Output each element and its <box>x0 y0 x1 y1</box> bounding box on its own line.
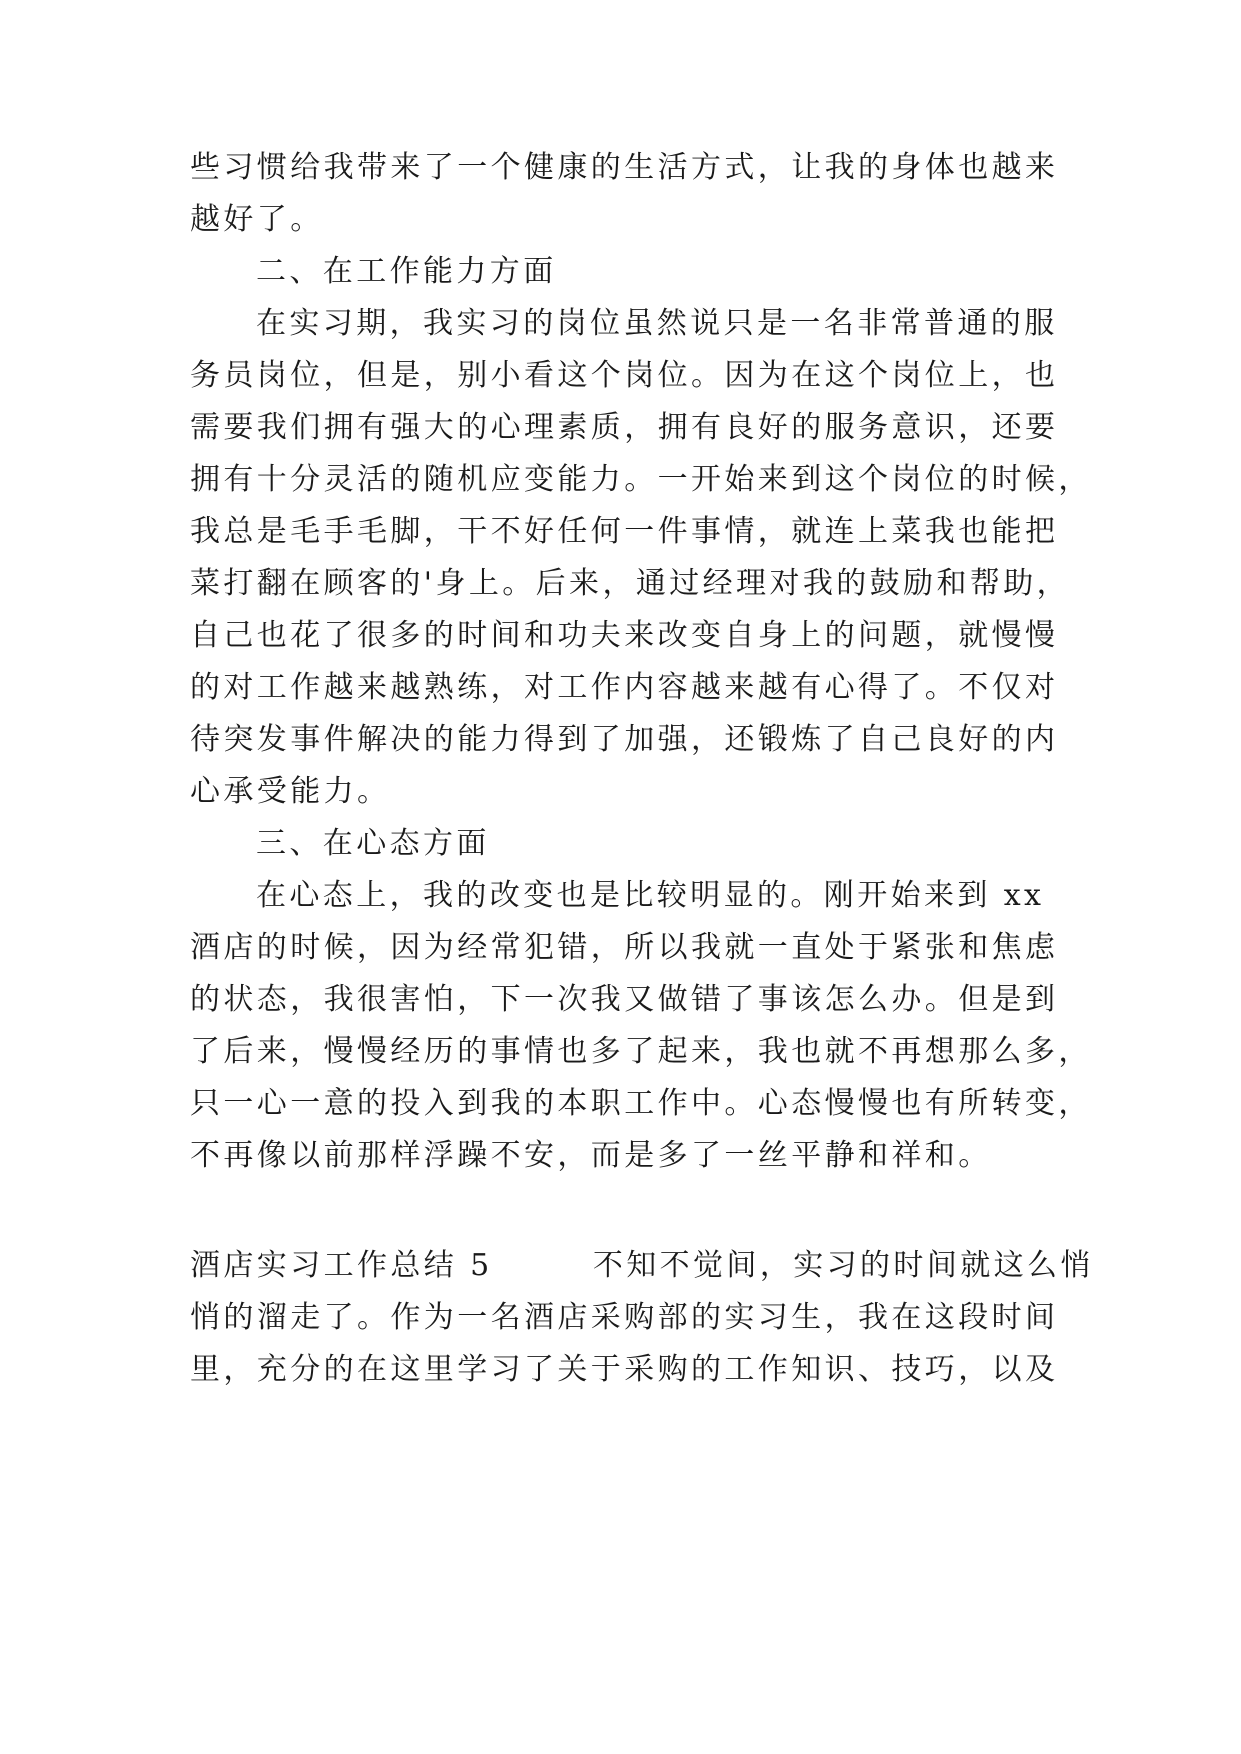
body-text-line: 我总是毛手毛脚，干不好任何一件事情，就连上菜我也能把 <box>190 514 1059 549</box>
section-heading: 三、在心态方面 <box>256 826 490 861</box>
body-text-line: 需要我们拥有强大的心理素质，拥有良好的服务意识，还要 <box>190 410 1059 445</box>
body-text-line: 只一心一意的投入到我的本职工作中。心态慢慢也有所转变， <box>190 1086 1092 1121</box>
body-text-line: 菜打翻在顾客的'身上。后来，通过经理对我的鼓励和帮助， <box>190 566 1071 601</box>
body-text-line: 越好了。 <box>190 202 324 237</box>
body-text-line: 酒店的时候，因为经常犯错，所以我就一直处于紧张和焦虑 <box>190 930 1059 965</box>
body-text-line: 自己也花了很多的时间和功夫来改变自身上的问题，就慢慢 <box>190 618 1059 653</box>
body-text-line: 的对工作越来越熟练，对工作内容越来越有心得了。不仅对 <box>190 670 1059 705</box>
body-text-line: 待突发事件解决的能力得到了加强，还锻炼了自己良好的内 <box>190 722 1059 757</box>
body-text-line: 务员岗位，但是，别小看这个岗位。因为在这个岗位上，也 <box>190 358 1059 393</box>
body-text-line: 在心态上，我的改变也是比较明显的。刚开始来到 xx <box>256 878 1045 913</box>
body-text-line: 的状态，我很害怕，下一次我又做错了事该怎么办。但是到 <box>190 982 1059 1017</box>
body-text-line: 不再像以前那样浮躁不安，而是多了一丝平静和祥和。 <box>190 1138 992 1173</box>
body-text-line: 了后来，慢慢经历的事情也多了起来，我也就不再想那么多， <box>190 1034 1092 1069</box>
body-text-line: 拥有十分灵活的随机应变能力。一开始来到这个岗位的时候， <box>190 462 1092 497</box>
section-heading: 二、在工作能力方面 <box>256 254 557 289</box>
body-text-line: 些习惯给我带来了一个健康的生活方式，让我的身体也越来 <box>190 150 1059 185</box>
body-text-line: 里，充分的在这里学习了关于采购的工作知识、技巧，以及 <box>190 1352 1059 1387</box>
body-text-line: 心承受能力。 <box>190 774 391 809</box>
body-text-line: 悄的溜走了。作为一名酒店采购部的实习生，我在这段时间 <box>190 1300 1059 1335</box>
body-text-line: 在实习期，我实习的岗位虽然说只是一名非常普通的服 <box>256 306 1058 341</box>
article-title-line: 酒店实习工作总结 5 不知不觉间，实习的时间就这么悄 <box>190 1248 1094 1283</box>
